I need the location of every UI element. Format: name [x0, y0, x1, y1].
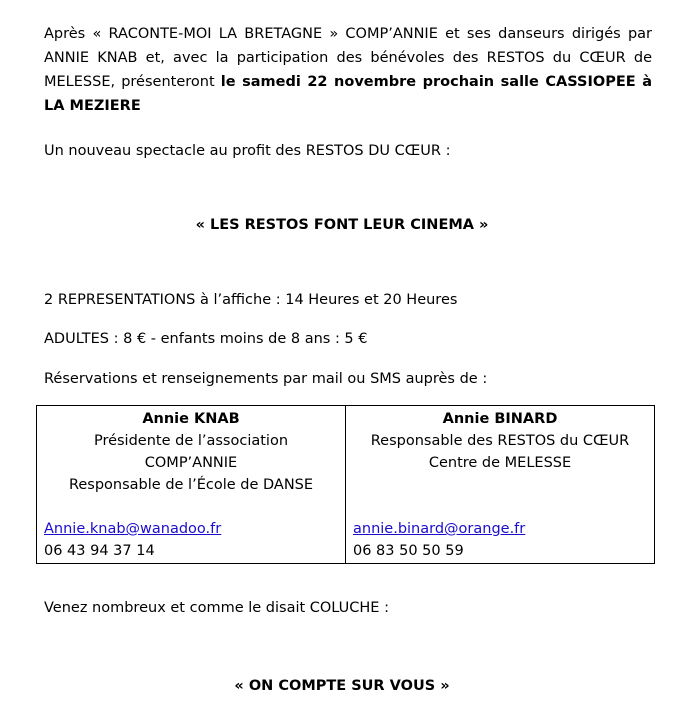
- contact-phone: 06 43 94 37 14: [44, 543, 155, 559]
- contact-role-line: Responsable de l’École de DANSE: [68, 477, 314, 493]
- representations-line: 2 REPRESENTATIONS à l’affiche : 14 Heures et 20 Heures: [44, 292, 458, 308]
- intro-paragraph: [44, 22, 652, 118]
- show-title: « LES RESTOS FONT LEUR CINEMA »: [195, 217, 489, 233]
- contact-name: Annie BINARD: [442, 411, 558, 427]
- contact-role-line: Responsable des RESTOS du CŒUR: [370, 433, 630, 449]
- contacts-table: [36, 405, 655, 564]
- contact-cell-knab: [37, 406, 346, 564]
- contact-role-line: Présidente de l’association: [93, 433, 289, 449]
- spectacle-line: Un nouveau spectacle au profit des RESTOS DU CŒUR :: [44, 143, 451, 159]
- contact-role-line: COMP’ANNIE: [144, 455, 238, 471]
- contact-email-link[interactable]: annie.binard@orange.fr: [353, 521, 526, 537]
- contact-cell-binard: [346, 406, 655, 564]
- contact-phone: 06 83 50 50 59: [353, 543, 464, 559]
- intro-date-location: le samedi 22 novembre prochain salle CASSIOPEE à LA MEZIERE: [44, 74, 652, 114]
- intro-text: Après « RACONTE-MOI LA BRETAGNE » COMP’ANNIE et ses danseurs dirigés par ANNIE KNAB et, avec la participation des bénévoles des RESTOS du CŒUR de MELESSE, présenteront: [44, 26, 652, 90]
- contact-email-link[interactable]: Annie.knab@wanadoo.fr: [44, 521, 222, 537]
- contact-role-line: Centre de MELESSE: [428, 455, 572, 471]
- closing-line: Venez nombreux et comme le disait COLUCHE :: [44, 600, 389, 616]
- reservations-line: Réservations et renseignements par mail ou SMS auprès de :: [44, 371, 488, 387]
- contact-name: Annie KNAB: [142, 411, 240, 427]
- closing-title: « ON COMPTE SUR VOUS »: [234, 678, 450, 694]
- prices-line: ADULTES : 8 € - enfants moins de 8 ans : 5 €: [44, 331, 368, 347]
